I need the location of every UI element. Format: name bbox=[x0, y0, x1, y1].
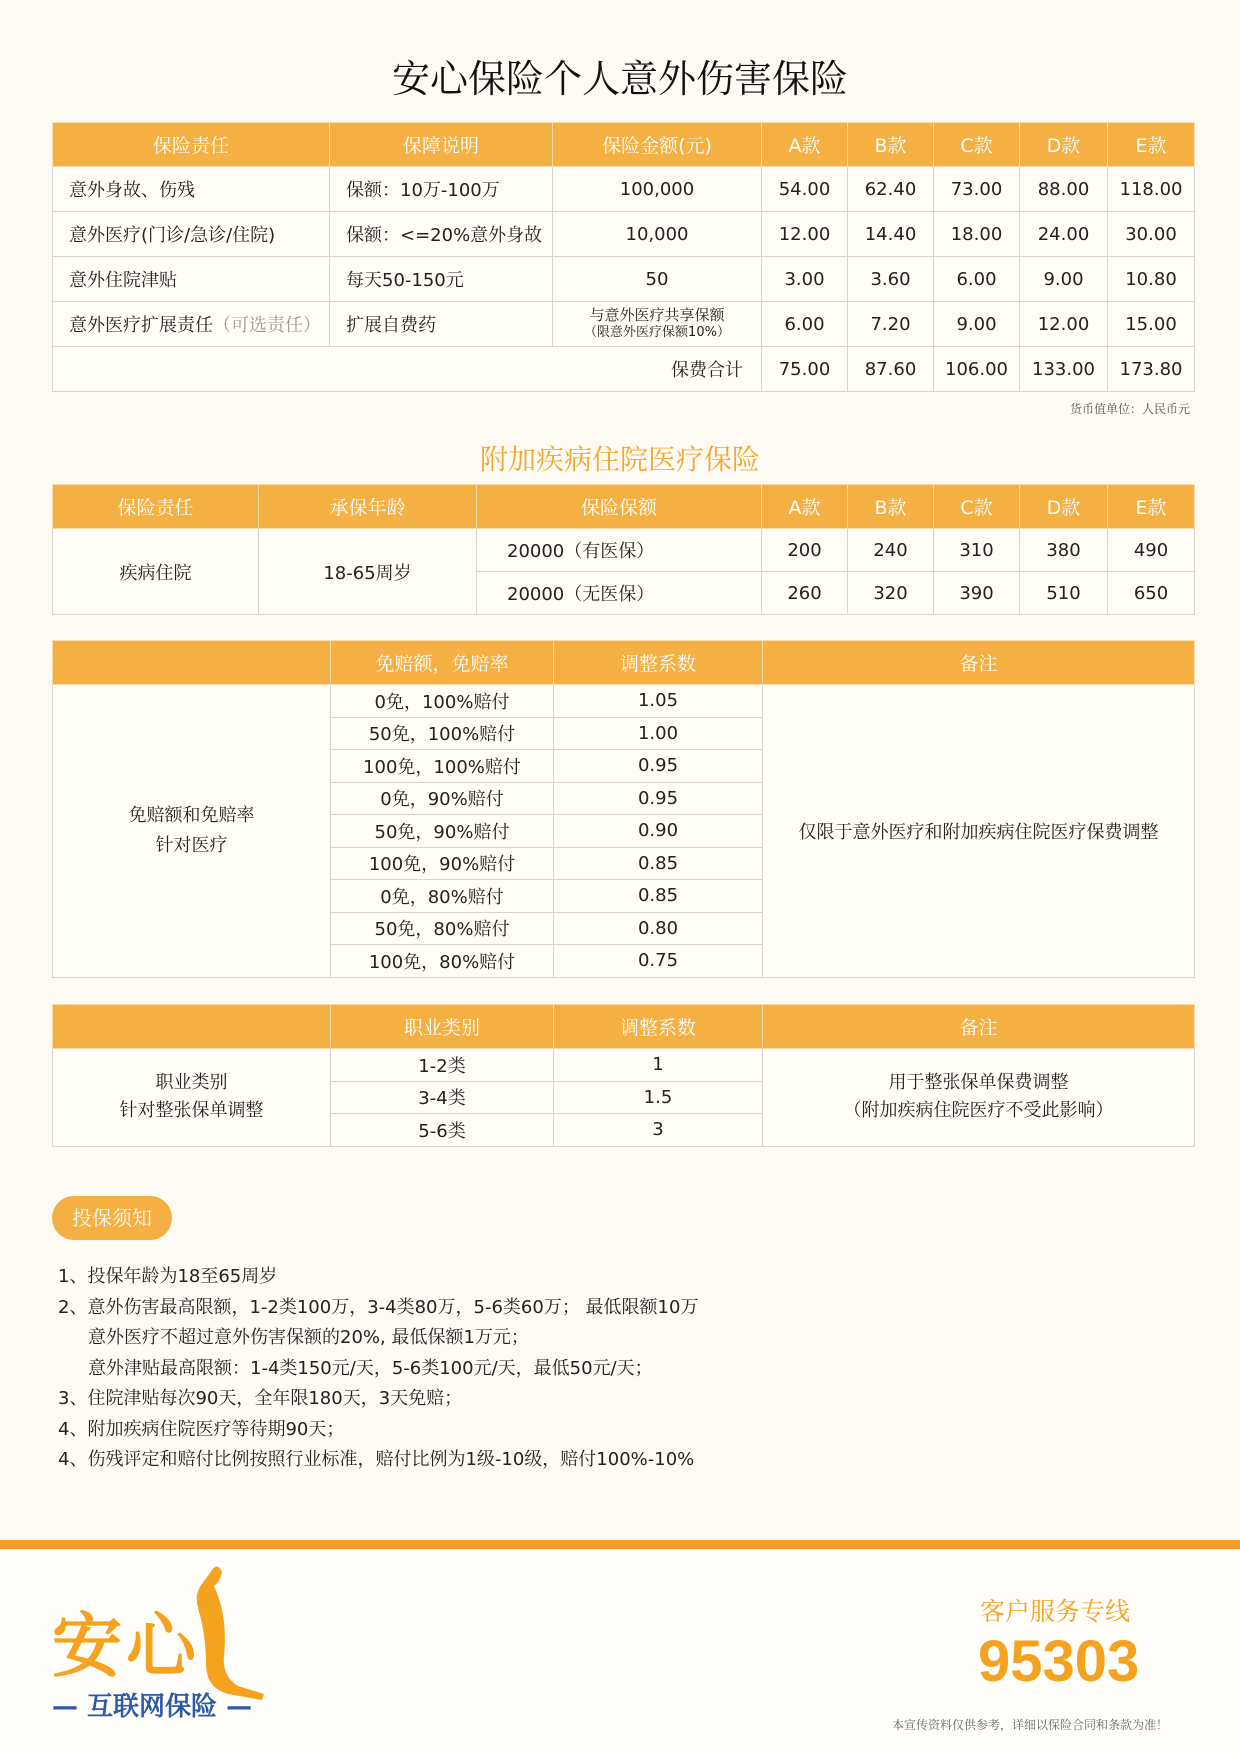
price-a: 3.00 bbox=[762, 257, 848, 302]
amount-line2: （限意外医疗保额10%） bbox=[584, 325, 730, 340]
deductible-rate: 0免，90%赔付 bbox=[331, 782, 554, 815]
price-e: 490 bbox=[1108, 529, 1195, 572]
header-remark: 备注 bbox=[763, 641, 1195, 685]
coverage-desc: 扩展自费药 bbox=[330, 302, 553, 347]
deductible-label-line1: 免赔额和免赔率 bbox=[128, 804, 255, 826]
price-b: 14.40 bbox=[848, 212, 934, 257]
coverage-amount bbox=[553, 302, 762, 347]
total-d: 133.00 bbox=[1020, 347, 1108, 392]
total-a: 75.00 bbox=[762, 347, 848, 392]
notice-line: 意外津贴最高限额：1-4类150元/天，5-6类100元/天，最低50元/天； bbox=[88, 1357, 653, 1379]
header-remark: 备注 bbox=[763, 1005, 1195, 1049]
premium-table bbox=[52, 122, 1195, 392]
header-plan-b: B款 bbox=[848, 485, 934, 529]
disease-header-row bbox=[53, 485, 1195, 529]
deductible-coef: 0.75 bbox=[554, 945, 763, 978]
price-b: 240 bbox=[848, 529, 934, 572]
deductible-coef: 0.80 bbox=[554, 912, 763, 945]
deductible-rate: 100免，80%赔付 bbox=[331, 945, 554, 978]
coverage-amount: 10,000 bbox=[553, 212, 762, 257]
header-occupation: 职业类别 bbox=[331, 1005, 554, 1049]
price-c: 9.00 bbox=[934, 302, 1020, 347]
header-blank bbox=[53, 1005, 331, 1049]
occupation-label-line2: 针对整张保单调整 bbox=[119, 1100, 264, 1122]
occupation-remark-line2: （附加疾病住院医疗不受此影响） bbox=[843, 1100, 1114, 1122]
amount-line1: 与意外医疗共享保额 bbox=[589, 306, 725, 324]
notice-badge: 投保须知 bbox=[52, 1196, 172, 1240]
deductible-coef: 0.85 bbox=[554, 847, 763, 880]
header-description: 保障说明 bbox=[330, 123, 553, 167]
price-b: 7.20 bbox=[848, 302, 934, 347]
notice-list bbox=[58, 1262, 698, 1476]
header-plan-c: C款 bbox=[934, 485, 1020, 529]
deductible-remark: 仅限于意外医疗和附加疾病住院医疗保费调整 bbox=[763, 685, 1195, 978]
price-c: 18.00 bbox=[934, 212, 1020, 257]
footer-divider bbox=[0, 1540, 1240, 1549]
coverage-amount: 50 bbox=[553, 257, 762, 302]
occupation-coef: 1.5 bbox=[554, 1081, 763, 1114]
price-e: 650 bbox=[1108, 572, 1195, 615]
header-age: 承保年龄 bbox=[259, 485, 477, 529]
total-label: 保费合计 bbox=[53, 347, 762, 392]
table-row bbox=[53, 685, 1195, 718]
header-amount: 保险金额(元) bbox=[553, 123, 762, 167]
service-hotline-label: 客户服务专线 bbox=[980, 1597, 1131, 1626]
optional-tag: （可选责任） bbox=[213, 315, 321, 336]
price-a: 200 bbox=[762, 529, 848, 572]
logo-text: 安心 bbox=[52, 1605, 200, 1687]
price-b: 320 bbox=[848, 572, 934, 615]
deductible-coef: 1.00 bbox=[554, 717, 763, 750]
price-a: 54.00 bbox=[762, 167, 848, 212]
price-a: 6.00 bbox=[762, 302, 848, 347]
occupation-header-row bbox=[53, 1005, 1195, 1049]
price-d: 380 bbox=[1020, 529, 1108, 572]
total-b: 87.60 bbox=[848, 347, 934, 392]
price-b: 62.40 bbox=[848, 167, 934, 212]
currency-unit-note: 货币值单位：人民币元 bbox=[1069, 402, 1190, 416]
disclaimer: 本宣传资料仅供参考，详细以保险合同和条款为准！ bbox=[891, 1718, 1168, 1732]
price-d: 12.00 bbox=[1020, 302, 1108, 347]
deductible-label bbox=[53, 685, 331, 978]
price-e: 30.00 bbox=[1108, 212, 1195, 257]
deductible-rate: 100免，90%赔付 bbox=[331, 847, 554, 880]
page-title: 安心保险个人意外伤害保险 bbox=[391, 57, 848, 101]
coverage-amount: 100,000 bbox=[553, 167, 762, 212]
deductible-coef: 1.05 bbox=[554, 685, 763, 718]
deductible-coef: 0.90 bbox=[554, 815, 763, 848]
occupation-label bbox=[53, 1049, 331, 1147]
disease-table bbox=[52, 484, 1195, 615]
coverage-item bbox=[53, 302, 330, 347]
deductible-coef: 0.95 bbox=[554, 750, 763, 783]
price-e: 118.00 bbox=[1108, 167, 1195, 212]
notice-line: 2、意外伤害最高限额，1-2类100万，3-4类80万，5-6类60万； 最低限额10万 bbox=[58, 1296, 699, 1318]
price-c: 73.00 bbox=[934, 167, 1020, 212]
table-row bbox=[53, 302, 1195, 347]
occupation-table bbox=[52, 1004, 1195, 1147]
price-e: 15.00 bbox=[1108, 302, 1195, 347]
disease-amount: 20000（有医保） bbox=[477, 529, 762, 572]
occupation-coef: 1 bbox=[554, 1049, 763, 1082]
price-a: 260 bbox=[762, 572, 848, 615]
total-row bbox=[53, 347, 1195, 392]
disease-age: 18-65周岁 bbox=[259, 529, 477, 615]
price-a: 12.00 bbox=[762, 212, 848, 257]
occupation-class: 3-4类 bbox=[331, 1081, 554, 1114]
price-d: 24.00 bbox=[1020, 212, 1108, 257]
deductible-rate: 0免，80%赔付 bbox=[331, 880, 554, 913]
price-e: 10.80 bbox=[1108, 257, 1195, 302]
header-plan-d: D款 bbox=[1020, 123, 1108, 167]
deductible-rate: 50免，80%赔付 bbox=[331, 912, 554, 945]
table-row bbox=[53, 167, 1195, 212]
header-plan-d: D款 bbox=[1020, 485, 1108, 529]
header-plan-a: A款 bbox=[762, 485, 848, 529]
header-coefficient: 调整系数 bbox=[554, 1005, 763, 1049]
total-c: 106.00 bbox=[934, 347, 1020, 392]
table-row bbox=[53, 212, 1195, 257]
header-plan-b: B款 bbox=[848, 123, 934, 167]
notice-line: 1、投保年龄为18至65周岁 bbox=[58, 1266, 278, 1287]
table-row bbox=[53, 1049, 1195, 1082]
table-row bbox=[53, 257, 1195, 302]
header-plan-e: E款 bbox=[1108, 123, 1195, 167]
total-e: 173.80 bbox=[1108, 347, 1195, 392]
price-d: 510 bbox=[1020, 572, 1108, 615]
table-row bbox=[53, 529, 1195, 572]
coverage-item: 意外医疗(门诊/急诊/住院) bbox=[53, 212, 330, 257]
occupation-remark bbox=[763, 1049, 1195, 1147]
disease-amount: 20000（无医保） bbox=[477, 572, 762, 615]
header-coverage: 保险责任 bbox=[53, 485, 259, 529]
price-c: 310 bbox=[934, 529, 1020, 572]
notice-line: 4、伤残评定和赔付比例按照行业标准，赔付比例为1级-10级，赔付100%-10% bbox=[58, 1449, 695, 1470]
occupation-coef: 3 bbox=[554, 1114, 763, 1147]
header-amount: 保险保额 bbox=[477, 485, 762, 529]
coverage-desc: 每天50-150元 bbox=[330, 257, 553, 302]
header-coefficient: 调整系数 bbox=[554, 641, 763, 685]
premium-header-row bbox=[53, 123, 1195, 167]
occupation-remark-line1: 用于整张保单保费调整 bbox=[888, 1072, 1069, 1094]
disease-item: 疾病住院 bbox=[53, 529, 259, 615]
price-d: 88.00 bbox=[1020, 167, 1108, 212]
logo-subtitle: — 互联网保险 — bbox=[52, 1692, 253, 1722]
notice-line: 3、住院津贴每次90天，全年限180天，3天免赔； bbox=[58, 1388, 463, 1409]
coverage-item: 意外住院津贴 bbox=[53, 257, 330, 302]
deductible-rate: 50免，100%赔付 bbox=[331, 717, 554, 750]
occupation-class: 5-6类 bbox=[331, 1114, 554, 1147]
deductible-rate: 0免，100%赔付 bbox=[331, 685, 554, 718]
notice-line: 4、附加疾病住院医疗等待期90天； bbox=[58, 1418, 345, 1440]
header-deductible: 免赔额，免赔率 bbox=[331, 641, 554, 685]
header-plan-e: E款 bbox=[1108, 485, 1195, 529]
notice-line: 意外医疗不超过意外伤害保额的20%, 最低保额1万元； bbox=[88, 1327, 529, 1348]
service-hotline-number[interactable]: 95303 bbox=[978, 1629, 1140, 1694]
disease-section-title: 附加疾病住院医疗保险 bbox=[479, 443, 760, 476]
coverage-desc: 保额：<=20%意外身故 bbox=[330, 212, 553, 257]
deductible-header-row bbox=[53, 641, 1195, 685]
deductible-rate: 50免，90%赔付 bbox=[331, 815, 554, 848]
occupation-label-line1: 职业类别 bbox=[155, 1072, 228, 1094]
header-plan-a: A款 bbox=[762, 123, 848, 167]
deductible-coef: 0.85 bbox=[554, 880, 763, 913]
deductible-coef: 0.95 bbox=[554, 782, 763, 815]
deductible-rate: 100免，100%赔付 bbox=[331, 750, 554, 783]
price-b: 3.60 bbox=[848, 257, 934, 302]
coverage-item-label: 意外医疗扩展责任 bbox=[69, 315, 213, 336]
price-c: 6.00 bbox=[934, 257, 1020, 302]
occupation-class: 1-2类 bbox=[331, 1049, 554, 1082]
price-c: 390 bbox=[934, 572, 1020, 615]
deductible-label-line2: 针对医疗 bbox=[155, 834, 228, 856]
price-d: 9.00 bbox=[1020, 257, 1108, 302]
header-blank bbox=[53, 641, 331, 685]
coverage-item: 意外身故、伤残 bbox=[53, 167, 330, 212]
header-plan-c: C款 bbox=[934, 123, 1020, 167]
deductible-table bbox=[52, 640, 1195, 978]
coverage-desc: 保额：10万-100万 bbox=[330, 167, 553, 212]
header-coverage: 保险责任 bbox=[53, 123, 330, 167]
